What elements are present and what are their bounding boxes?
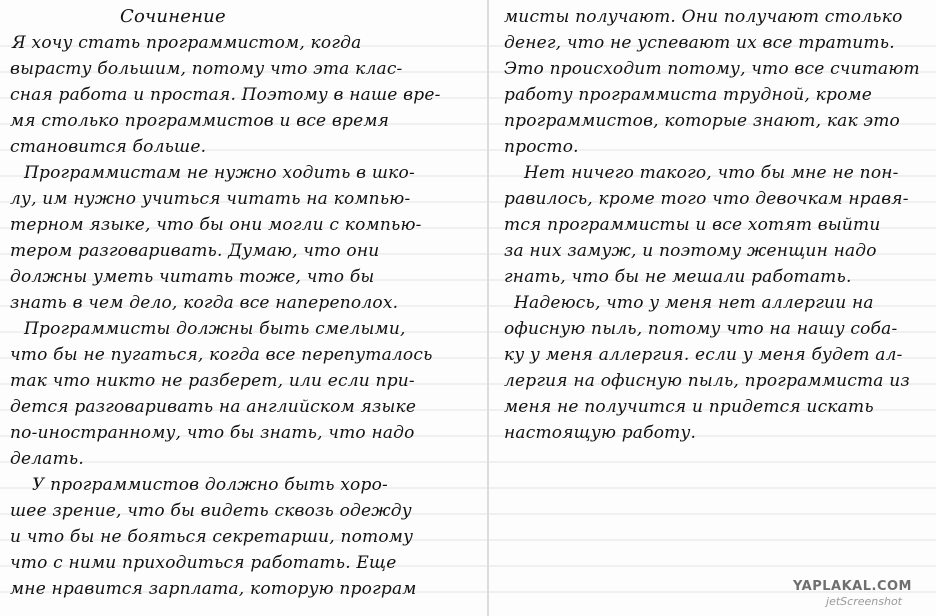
text-line: делать. [10,449,84,469]
text-line: офисную пыль, потому что на нашу соба- [504,319,898,339]
text-line: гнать, что бы не мешали работать. [504,267,852,287]
text-line: и что бы не бояться секретарши, потому [10,527,414,547]
text-line: тся программисты и все хотят выйти [504,215,881,235]
text-line: что бы не пугаться, когда все перепуталось [10,345,433,365]
text-line: настоящую работу. [504,423,697,443]
text-line: равилось, кроме того что девочкам нравя- [504,189,909,209]
text-line: мне нравится зарплата, которую програм [10,579,417,599]
text-line: лергия на офисную пыль, программиста из [504,371,910,391]
text-line: должны уметь читать тоже, что бы [10,267,375,287]
screenshot-watermark: jetScreenshot [826,595,902,608]
text-line: шее зрение, что бы видеть сквозь одежду [10,501,412,521]
text-line: Я хочу стать программистом, когда [12,33,362,53]
text-line: меня не получится и придется искать [504,397,874,417]
text-line: знать в чем дело, когда все напереполох. [10,293,399,313]
text-line: мя столько программистов и все время [10,111,390,131]
text-line: У программистов должно быть хоро- [32,475,388,495]
text-line: дется разговаривать на английском языке [10,397,417,417]
text-line: вырасту большим, потому что эта клас- [10,59,403,79]
text-line: лу, им нужно учиться читать на компью- [10,189,411,209]
text-line: Нет ничего такого, что бы мне не пон- [524,163,899,183]
text-line: терном языке, что бы они могли с компью- [10,215,422,235]
text-line: так что никто не разберет, или если при- [10,371,415,391]
text-line: сная работа и простая. Поэтому в наше вре- [10,85,441,105]
text-line: программистов, которые знают, как это [504,111,900,131]
text-line: работу программиста трудной, кроме [504,85,873,105]
text-line: по-иностранному, что бы знать, что надо [10,423,415,443]
text-line: Программисты должны быть смелыми, [24,319,406,339]
text-line: просто. [504,137,579,157]
site-watermark: YAPLAKAL.COM [793,579,912,594]
text-line: мисты получают. Они получают столько [504,7,903,27]
text-line: Программистам не нужно ходить в шко- [24,163,415,183]
text-line: Надеюсь, что у меня нет аллергии на [514,293,874,313]
text-line: за них замуж, и поэтому женщин надо [504,241,877,261]
text-line: Это происходит потому, что все считают [504,59,920,79]
text-line: что с ними приходиться работать. Еще [10,553,397,573]
text-line: становится больше. [10,137,207,157]
text-line: ку у меня аллергия. если у меня будет ал- [504,345,903,365]
essay-title: Сочинение [120,6,226,27]
text-line: денег, что не успевают их все тратить. [504,33,895,53]
text-line: тером разговаривать. Думаю, что они [10,241,380,261]
